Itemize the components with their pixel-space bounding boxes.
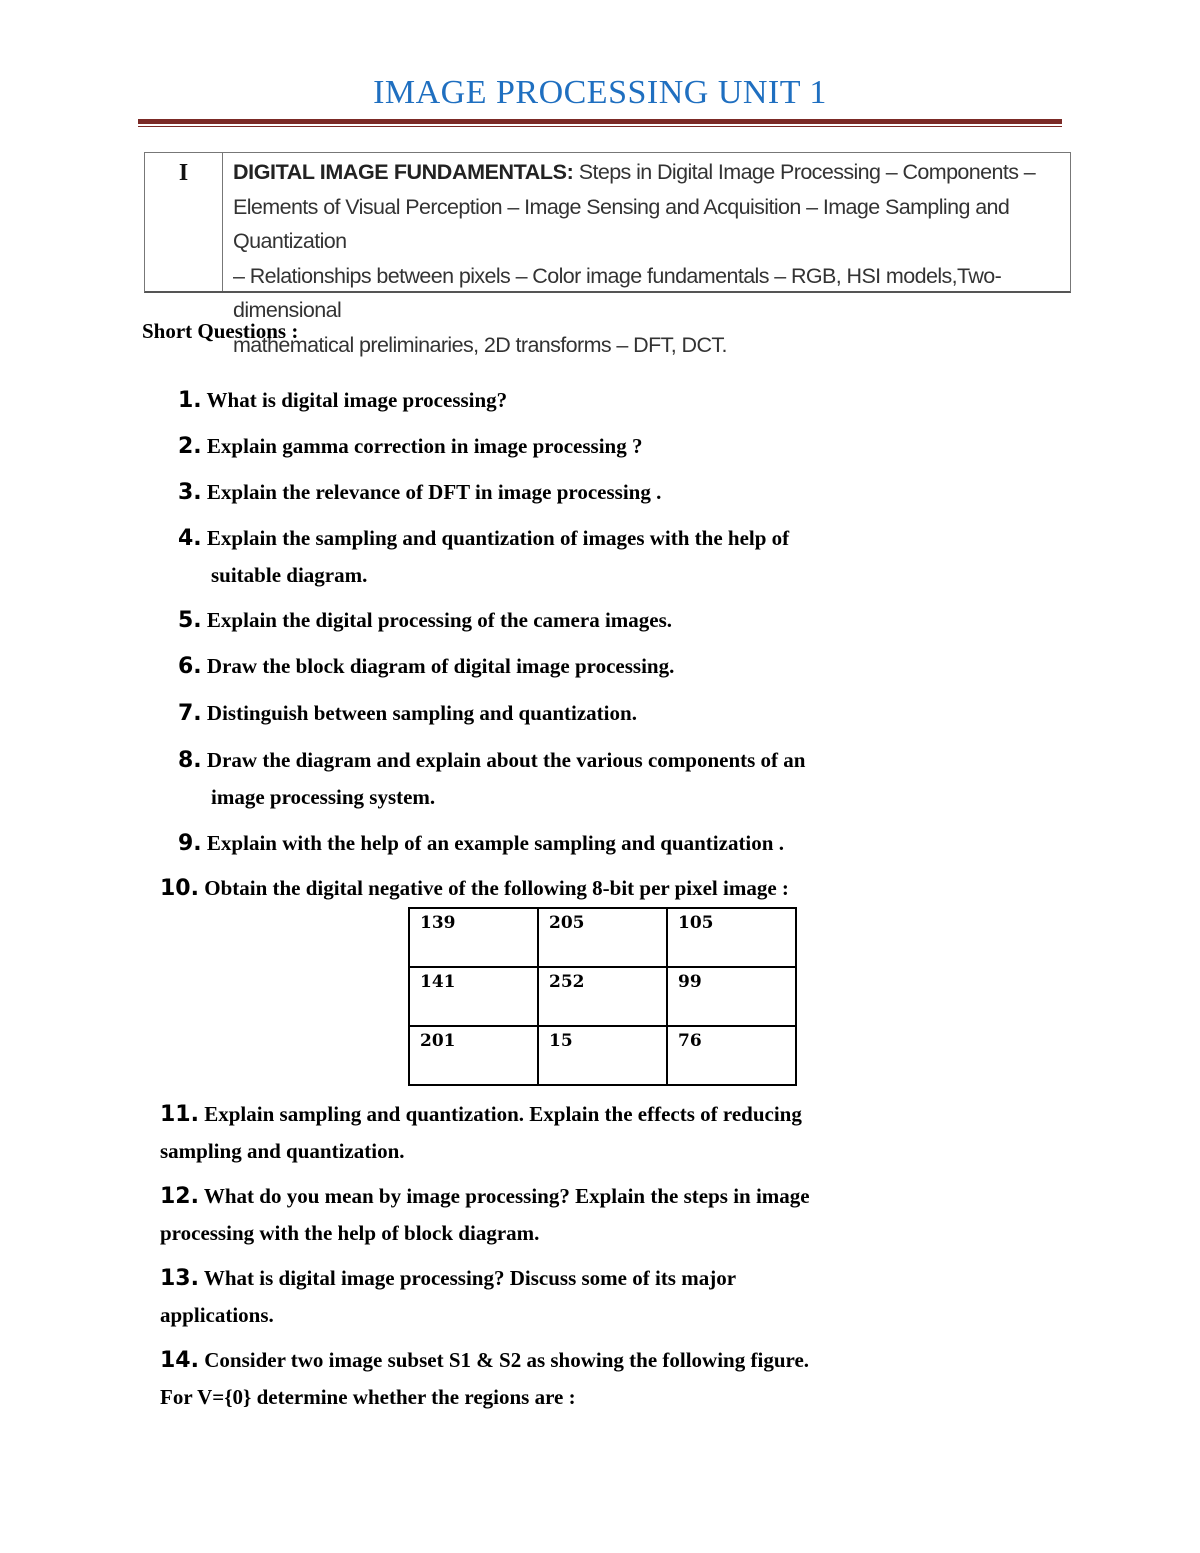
syllabus-line: mathematical preliminaries, 2D transforms – DFT, DCT. [233, 332, 727, 357]
question-12 [160, 1178, 810, 1251]
question-text: What do you mean by image processing? Explain the steps in image [203, 1184, 810, 1208]
question-text: Distinguish between sampling and quantization. [206, 701, 637, 725]
pixel-cell: 201 [409, 1026, 538, 1085]
question-text: Draw the block diagram of digital image processing. [206, 654, 675, 678]
table-row [409, 967, 796, 1026]
table-row [409, 908, 796, 967]
question-text: Draw the diagram and explain about the various components of an [206, 748, 806, 772]
question-9 [178, 825, 784, 862]
question-6 [178, 648, 674, 685]
table-row [409, 1026, 796, 1085]
title-rule [138, 119, 1062, 124]
question-11 [160, 1096, 802, 1169]
question-number: 8. [178, 748, 202, 773]
pixel-cell: 141 [409, 967, 538, 1026]
question-number: 13. [160, 1266, 199, 1291]
question-number: 2. [178, 434, 202, 459]
syllabus-text [223, 153, 1070, 357]
question-text: For V={0} determine whether the regions are : [160, 1385, 576, 1409]
question-text: sampling and quantization. [160, 1139, 405, 1163]
question-text: Explain with the help of an example sampling and quantization . [206, 831, 784, 855]
question-number: 11. [160, 1102, 199, 1127]
question-text: Explain gamma correction in image processing ? [206, 434, 643, 458]
question-text: What is digital image processing? [206, 388, 508, 412]
pixel-cell: 252 [538, 967, 667, 1026]
question-number: 4. [178, 526, 202, 551]
question-4 [178, 520, 789, 593]
question-text: Consider two image subset S1 & S2 as showing the following figure. [204, 1348, 810, 1372]
title-rule-thin [138, 126, 1062, 127]
question-text: applications. [160, 1303, 274, 1327]
pixel-grid [408, 907, 797, 1086]
pixel-cell: 205 [538, 908, 667, 967]
syllabus-line: Elements of Visual Perception – Image Sensing and Acquisition – Image Sampling and Quantization [233, 194, 1010, 253]
question-text: What is digital image processing? Discuss some of its major [203, 1266, 737, 1290]
question-text: Explain the digital processing of the camera images. [206, 608, 673, 632]
question-1 [178, 382, 507, 419]
question-number: 10. [160, 876, 199, 901]
question-text: Explain the relevance of DFT in image processing . [206, 480, 662, 504]
syllabus-heading: DIGITAL IMAGE FUNDAMENTALS: [233, 160, 574, 184]
question-text: image processing system. [211, 785, 436, 809]
question-number: 9. [178, 831, 202, 856]
question-2 [178, 428, 642, 465]
question-number: 14. [160, 1348, 199, 1373]
pixel-cell: 15 [538, 1026, 667, 1085]
question-text: Explain sampling and quantization. Explain the effects of reducing [204, 1102, 802, 1126]
pixel-cell: 139 [409, 908, 538, 967]
question-number: 5. [178, 608, 202, 633]
question-number: 12. [160, 1184, 199, 1209]
pixel-cell: 99 [667, 967, 796, 1026]
syllabus-line: Steps in Digital Image Processing – Components – [578, 160, 1036, 184]
question-14 [160, 1342, 809, 1415]
question-8 [178, 742, 805, 815]
question-number: 7. [178, 701, 202, 726]
question-3 [178, 474, 661, 511]
question-text: processing with the help of block diagram. [160, 1221, 540, 1245]
pixel-cell: 105 [667, 908, 796, 967]
question-7 [178, 695, 637, 732]
question-number: 3. [178, 480, 202, 505]
page-title: IMAGE PROCESSING UNIT 1 [373, 74, 827, 111]
question-number: 1. [178, 388, 202, 413]
syllabus-line-1 [233, 155, 1062, 190]
question-10 [160, 870, 789, 907]
question-text: Obtain the digital negative of the following 8-bit per pixel image : [204, 876, 789, 900]
section-title: Short Questions : [142, 319, 299, 343]
question-text: Explain the sampling and quantization of images with the help of [206, 526, 790, 550]
question-13 [160, 1260, 736, 1333]
question-5 [178, 602, 672, 639]
question-number: 6. [178, 654, 202, 679]
pixel-cell: 76 [667, 1026, 796, 1085]
unit-number: I [145, 153, 223, 291]
syllabus-line: – Relationships between pixels – Color image fundamentals – RGB, HSI models,Two-dimensional [233, 263, 1002, 322]
question-text: suitable diagram. [211, 563, 368, 587]
